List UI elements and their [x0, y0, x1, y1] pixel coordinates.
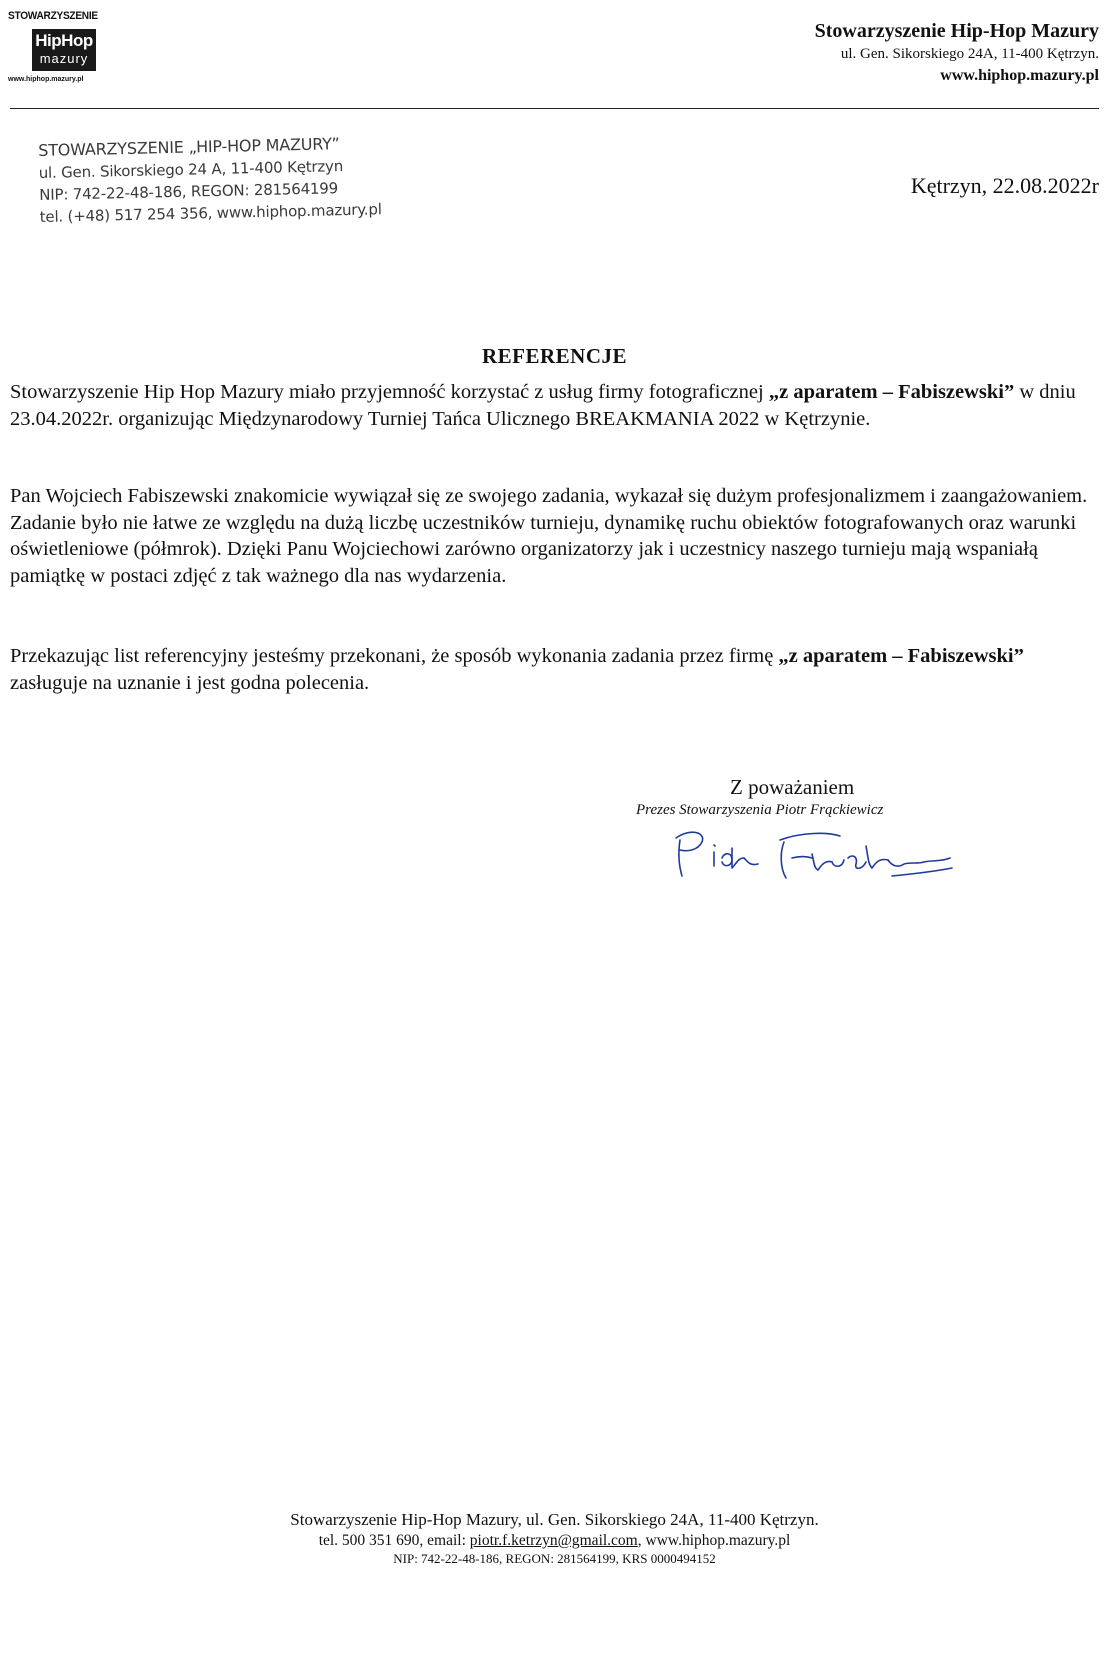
organization-stamp — [38, 132, 380, 228]
p3-text-b: zasługuje na uznanie i jest godna polecenia. — [10, 671, 370, 694]
logo-url: www.hiphop.mazury.pl — [8, 76, 84, 83]
paragraph-1 — [10, 379, 1095, 432]
footer-web: , www.hiphop.mazury.pl — [637, 1532, 791, 1549]
stamp-line2: ul. Gen. Sikorskiego 24 A, 11-400 Kętrzyn — [38, 157, 344, 182]
signatory-role: Prezes Stowarzyszenia Piotr Frąckiewicz — [636, 802, 884, 818]
logo-top-text: STOWARZYSZENIE — [8, 10, 98, 22]
stamp-line3: NIP: 742-22-48-186, REGON: 281564199 — [39, 179, 339, 204]
p3-text-a: Przekazując list referencyjny jesteśmy przekonani, że sposób wykonania zadania przez firmę — [10, 645, 779, 667]
closing-salutation: Z poważaniem — [730, 775, 855, 799]
footer-phone: tel. 500 351 690, email: — [318, 1532, 470, 1549]
header-divider — [10, 108, 1099, 109]
paragraph-2: Pan Wojciech Fabiszewski znakomicie wywiązał się ze swojego zadania, wykazał się dużym profesjonalizmem i zaangażowaniem. Zadanie było nie łatwe ze względu na dużą liczbę uczestników turnieju, dynamikę ruchu obiektów fotografowanych oraz warunki oświetleniowe (półmrok). Dzięki Panu Wojciechowi zarówno organizatorzy jak i uczestnicy naszego turnieju mają wspaniałą pamiątkę w postaci zdjęć z tak ważnego dla nas wydarzenia. — [10, 485, 1088, 587]
header-website: www.hiphop.mazury.pl — [940, 67, 1099, 84]
logo-line2: mazury — [39, 51, 89, 66]
header-address: ul. Gen. Sikorskiego 24A, 11-400 Kętrzyn. — [840, 46, 1099, 62]
header-org-name: Stowarzyszenie Hip-Hop Mazury — [814, 20, 1099, 42]
paragraph-3 — [10, 643, 1095, 696]
logo — [32, 29, 96, 71]
p1-text-b: w dniu 23.04.2022r. organizując Międzynarodowy Turniej Tańca Ulicznego BREAKMANIA 2022 w Kętrzynie. — [10, 381, 1076, 430]
p1-text-a: Stowarzyszenie Hip Hop Mazury miało przyjemność korzystać z usług firmy fotograficznej — [10, 381, 769, 403]
footer-contact — [0, 1532, 1109, 1550]
logo-line1: HipHop — [35, 31, 93, 50]
stamp-line1: STOWARZYSZENIE „HIP-HOP MAZURY” — [38, 134, 340, 160]
document-title: REFERENCJE — [481, 344, 628, 368]
footer-email-link[interactable]: piotr.f.ketrzyn@gmail.com — [469, 1532, 638, 1549]
stamp-line4: tel. (+48) 517 254 356, www.hiphop.mazury.pl — [39, 200, 382, 226]
handwritten-signature — [662, 818, 962, 898]
footer-line1: Stowarzyszenie Hip-Hop Mazury, ul. Gen. Sikorskiego 24A, 11-400 Kętrzyn. — [290, 1510, 819, 1529]
p3-company-name: „z aparatem – Fabiszewski” — [778, 645, 1024, 667]
footer-registry: NIP: 742-22-48-186, REGON: 281564199, KRS 0000494152 — [393, 1551, 716, 1566]
letter-date: Kętrzyn, 22.08.2022r — [910, 173, 1099, 198]
p1-company-name: „z aparatem – Fabiszewski” — [768, 381, 1015, 403]
